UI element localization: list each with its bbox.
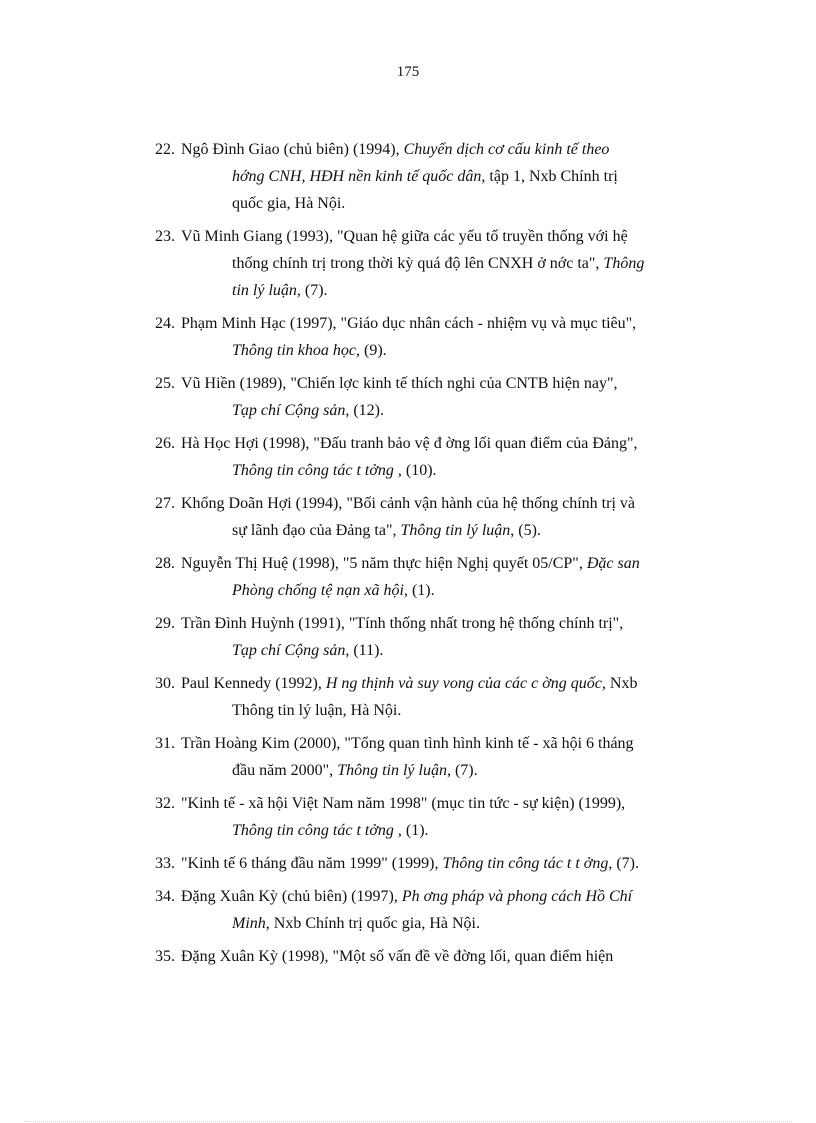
reference-title-italic: Đặc san bbox=[586, 555, 640, 572]
reference-line bbox=[155, 910, 738, 937]
reference-line bbox=[155, 277, 738, 304]
reference-text: , (7). bbox=[446, 762, 478, 779]
reference-line bbox=[155, 730, 738, 757]
reference-title-italic: Thông tin công tác t tởng bbox=[232, 462, 394, 479]
reference-line bbox=[155, 370, 738, 397]
reference-text: Khổng Doãn Hợi (1994), "Bối cảnh vận hành của hệ thống chính trị và bbox=[181, 495, 635, 512]
reference-item bbox=[155, 670, 738, 724]
reference-title-italic: Minh, bbox=[232, 915, 270, 932]
reference-number: 22. bbox=[155, 141, 175, 158]
reference-item bbox=[155, 136, 738, 217]
reference-text: Vũ Minh Giang (1993), "Quan hệ giữa các yếu tố truyền thống với hệ bbox=[181, 228, 628, 245]
reference-title-italic: Ph ơng pháp và phong cách Hồ Chí bbox=[401, 888, 633, 905]
page-number: 175 bbox=[396, 64, 420, 80]
reference-title-italic: Thông tin công tác t t ởng bbox=[442, 855, 609, 872]
reference-line bbox=[155, 817, 738, 844]
reference-line bbox=[155, 310, 738, 337]
reference-item bbox=[155, 370, 738, 424]
reference-text: , (7). bbox=[608, 855, 639, 872]
reference-line bbox=[155, 670, 738, 697]
reference-line bbox=[155, 610, 738, 637]
reference-text: Ngô Đình Giao (chủ biên) (1994), bbox=[181, 141, 404, 158]
reference-text: quốc gia, Hà Nội. bbox=[232, 195, 346, 212]
reference-title-italic: H ng thịnh và suy vong của các c ờng quốc, bbox=[325, 675, 606, 692]
reference-number: 34. bbox=[155, 888, 175, 905]
reference-text: Thông tin lý luận, Hà Nội. bbox=[232, 702, 402, 719]
reference-text: Nxb Chính trị quốc gia, Hà Nội. bbox=[269, 915, 480, 932]
reference-text: Đặng Xuân Kỳ (chủ biên) (1997), bbox=[181, 888, 402, 905]
reference-text: thống chính trị trong thời kỳ quá độ lên CNXH ở nớc ta", bbox=[232, 255, 604, 272]
reference-item bbox=[155, 223, 738, 304]
reference-text: Vũ Hiền (1989), "Chiến lợc kinh tế thích nghi của CNTB hiện nay", bbox=[181, 375, 618, 392]
reference-item bbox=[155, 943, 738, 970]
reference-number: 31. bbox=[155, 735, 175, 752]
reference-text: , tập 1, Nxb Chính trị bbox=[481, 168, 618, 185]
reference-text: , (12). bbox=[345, 402, 384, 419]
reference-line bbox=[155, 190, 738, 217]
reference-text: , (10). bbox=[393, 462, 437, 479]
reference-item bbox=[155, 490, 738, 544]
reference-number: 27. bbox=[155, 495, 175, 512]
reference-title-italic: Thông bbox=[603, 255, 645, 272]
reference-number: 28. bbox=[155, 555, 175, 572]
reference-item bbox=[155, 430, 738, 484]
reference-text: , (1). bbox=[403, 582, 435, 599]
reference-line bbox=[155, 250, 738, 277]
reference-item bbox=[155, 610, 738, 664]
reference-number: 26. bbox=[155, 435, 175, 452]
reference-line bbox=[155, 457, 738, 484]
reference-line bbox=[155, 517, 738, 544]
reference-title-italic: Thông tin lý luận bbox=[400, 522, 511, 539]
reference-line bbox=[155, 550, 738, 577]
reference-title-italic: Tạp chí Cộng sản bbox=[232, 402, 346, 419]
reference-text: Nxb bbox=[605, 675, 638, 692]
reference-text: Hà Học Hợi (1998), "Đấu tranh bảo vệ đ ờng lối quan điểm của Đảng", bbox=[181, 435, 638, 452]
reference-list bbox=[155, 136, 738, 976]
reference-number: 33. bbox=[155, 855, 175, 872]
reference-line bbox=[155, 163, 738, 190]
reference-line bbox=[155, 790, 738, 817]
reference-title-italic: tin lý luận bbox=[232, 282, 297, 299]
reference-item bbox=[155, 730, 738, 784]
reference-title-italic: Tạp chí Cộng sản bbox=[232, 642, 346, 659]
reference-line bbox=[155, 223, 738, 250]
reference-text: "Kinh tế - xã hội Việt Nam năm 1998" (mục tin tức - sự kiện) (1999), bbox=[181, 795, 626, 812]
reference-line bbox=[155, 943, 738, 970]
reference-line bbox=[155, 883, 738, 910]
reference-title-italic: Chuyển dịch cơ cấu kinh tế theo bbox=[403, 141, 610, 158]
reference-text: , (11). bbox=[345, 642, 384, 659]
reference-line bbox=[155, 577, 738, 604]
reference-text: đầu năm 2000", bbox=[232, 762, 338, 779]
reference-title-italic: hớng CNH, HĐH nền kinh tế quốc dân bbox=[232, 168, 482, 185]
reference-number: 23. bbox=[155, 228, 175, 245]
reference-line bbox=[155, 136, 738, 163]
reference-text: Nguyễn Thị Huệ (1998), "5 năm thực hiện Nghị quyết 05/CP", bbox=[181, 555, 587, 572]
reference-item bbox=[155, 850, 738, 877]
reference-item bbox=[155, 790, 738, 844]
reference-number: 35. bbox=[155, 948, 175, 965]
reference-line bbox=[155, 337, 738, 364]
reference-text: "Kinh tế 6 tháng đầu năm 1999" (1999), bbox=[181, 855, 443, 872]
reference-text: Trần Đình Huỳnh (1991), "Tính thống nhất trong hệ thống chính trị", bbox=[181, 615, 624, 632]
reference-text: Phạm Minh Hạc (1997), "Giáo dục nhân cách - nhiệm vụ và mục tiêu", bbox=[181, 315, 637, 332]
reference-item bbox=[155, 550, 738, 604]
reference-text: Trần Hoàng Kim (2000), "Tổng quan tình hình kinh tế - xã hội 6 tháng bbox=[181, 735, 634, 752]
reference-title-italic: Phòng chống tệ nạn xã hội bbox=[232, 582, 404, 599]
reference-number: 32. bbox=[155, 795, 175, 812]
reference-line bbox=[155, 850, 738, 877]
reference-line bbox=[155, 430, 738, 457]
reference-number: 24. bbox=[155, 315, 175, 332]
reference-line bbox=[155, 637, 738, 664]
reference-line bbox=[155, 757, 738, 784]
reference-item bbox=[155, 310, 738, 364]
reference-line bbox=[155, 697, 738, 724]
reference-text: , (9). bbox=[356, 342, 387, 359]
reference-text: Đặng Xuân Kỳ (1998), "Một số vấn đề về đờng lối, quan điểm hiện bbox=[181, 948, 614, 965]
reference-text: , (1). bbox=[393, 822, 429, 839]
reference-item bbox=[155, 883, 738, 937]
reference-title-italic: Thông tin lý luận bbox=[337, 762, 447, 779]
reference-title-italic: Thông tin công tác t tởng bbox=[232, 822, 394, 839]
reference-number: 30. bbox=[155, 675, 175, 692]
reference-title-italic: Thông tin khoa học bbox=[232, 342, 356, 359]
page-bottom-border bbox=[24, 1121, 792, 1122]
reference-text: Paul Kennedy (1992), bbox=[181, 675, 326, 692]
reference-text: , (7). bbox=[296, 282, 328, 299]
reference-number: 29. bbox=[155, 615, 175, 632]
reference-line bbox=[155, 490, 738, 517]
reference-line bbox=[155, 397, 738, 424]
reference-text: sự lãnh đạo của Đảng ta", bbox=[232, 522, 401, 539]
reference-number: 25. bbox=[155, 375, 175, 392]
reference-text: , (5). bbox=[510, 522, 541, 539]
